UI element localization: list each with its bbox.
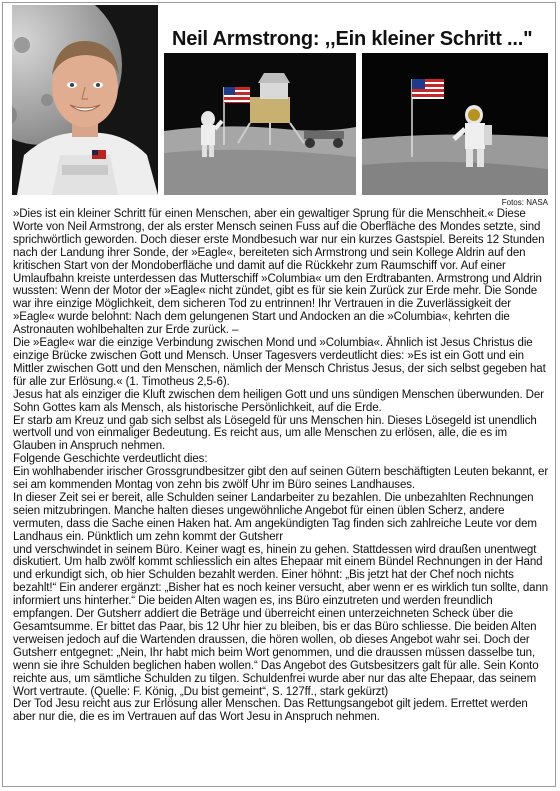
article-body [13,208,549,724]
armstrong-portrait-photo [12,5,158,195]
astronaut-flag-photo [362,53,548,195]
paragraph-conclusion: Der Tod Jesu reicht aus zur Erlösung aller Menschen. Das Rettungsangebot gilt jedem. Errettet werden aber nur die, die es im Vertrauen auf das Wort Jesu in Anspruch nehmen. [13,698,528,724]
paragraph-cross: Er starb am Kreuz und gab sich selbst als Lösegeld für uns Menschen hin. Dieses Lösegeld ist unendlich wertvoll und von einmaliger Bedeutung. Es reicht aus, um alle Menschen zu erlösen, alle, die es im Glauben in Anspruch nehmen. [13,414,537,453]
photo-credit: Fotos: NASA [501,198,548,207]
lunar-module-flag-photo [164,53,356,195]
page-title: Neil Armstrong: ,,Ein kleiner Schritt ..." [172,28,533,51]
paragraph-intro: »Dies ist ein kleiner Schritt für einen Menschen, aber ein gewaltiger Sprung für die Menschheit.« Diese Worte von Neil Armstrong, der als erster Mensch seinen Fuss auf die Oberfläche des Mondes setzte, sind sprichwörtlich geworden. Doch dieser erste Mondbesuch war nur ein kurzes Gastspiel. Bereits 12 Stunden nach der Landung ihrer Sonde, der »Eagle«, bereiteten sich Armstrong und sein Kollege Aldrin auf den kritischen Start von der Mondoberfläche und damit auf die Rückkehr zum Raumschiff vor. Auf einer Umlaufbahn kreiste unterdessen das Mutterschiff »Columbia« um den Erdtrabanten. Armstrong und Aldrin wussten: Wenn der Motor der »Eagle« nicht zündet, gibt es für sie kein Zurück zur Erde mehr. Die Sonde war ihre einzige Möglichkeit, dem sicheren Tod zu entrinnen! Ihr Vertrauen in die Zuverlässigkeit der »Eagle« wurde belohnt: Nach dem gelungenen Start und Andocken an die »Columbia«, kehrten die Astronauten wohlbehalten zur Erde zurück. – [13,208,545,337]
paragraph-story-lead: Folgende Geschichte verdeutlicht dies: [13,453,208,466]
paragraph-couple: und verschwindet in seinem Büro. Keiner wagt es, hinein zu gehen. Stattdessen wird draußen unentwegt diskutiert. Um halb zwölf kommt schliesslich ein altes Ehepaar mit einem Bündel Rechnungen in der Hand und erkundigt sich, ob hier Schulden bezahlt werden. Einer höhnt: „Bis jetzt hat der Chef noch nichts bezahlt!“ Ein anderer ergänzt: „Bisher hat es noch keiner versucht, aber wenn er es wirklich tun sollte, dann informiert uns hinterher.“ Die beiden Alten wagen es, ins Büro einzutreten und werden freundlich empfangen. Der Gutsherr addiert die Beträge und überreicht einen unterzeichneten Scheck über die Gesamtsumme. Er bittet das Paar, bis 12 Uhr hier zu bleiben, bis er das Büro schliesse. Die beiden Alten verweisen jedoch auf die Wartenden draussen, die hören wollen, ob dieses Angebot wahr sei. Doch der Gutsherr entgegnet: „Nein, Ihr habt mich beim Wort genommen, und die draussen müssen dasselbe tun, wenn sie ihre Schulden beglichen haben wollen.“ Das Angebot des Gutsbesitzers galt für alle. Sein Konto reichte aus, um sämtliche Schulden zu tilgen. Schuldenfrei wurde aber nur das alte Ehepaar, das seinem Wort vertraute. (Quelle: F. König, „Du bist gemeint“, S. 127ff., stark gekürzt) [13,543,549,698]
paragraph-eagle: Die »Eagle« war die einzige Verbindung zwischen Mond und »Columbia«. Ähnlich ist Jesus Christus die einzige Brücke zwischen Gott und Mensch. Unser Tagesvers verdeutlicht dies: »Es ist ein Gott und ein Mittler zwischen Gott und den Menschen, nämlich der Mensch Christus Jesus, der sich selbst gegeben hat für alle zur Erlösung.« (1. Timotheus 2,5-6). [13,337,546,388]
paragraph-jesus: Jesus hat als einziger die Kluft zwischen dem heiligen Gott und uns sündigen Menschen überwunden. Der Sohn Gottes kam als Mensch, als historische Persönlichkeit, auf die Erde. [13,388,544,414]
paragraph-landowner: Ein wohlhabender irischer Grossgrundbesitzer gibt den auf seinen Gütern beschäftigten Leuten bekannt, er sei am kommenden Montag von zehn bis zwölf Uhr im Büro seines Landhauses. [13,466,549,492]
paragraph-offer: In dieser Zeit sei er bereit, alle Schulden seiner Landarbeiter zu bezahlen. Die unbezahlten Rechnungen seien mitzubringen. Manche halten dieses ungewöhnliche Angebot für einen üblen Scherz, andere vermuten, dass die Sache einen Haken hat. Am angekündigten Tag finden sich zahlreiche Leute vor dem Landhaus ein. Pünktlich um zehn kommt der Gutsherr [13,491,537,543]
